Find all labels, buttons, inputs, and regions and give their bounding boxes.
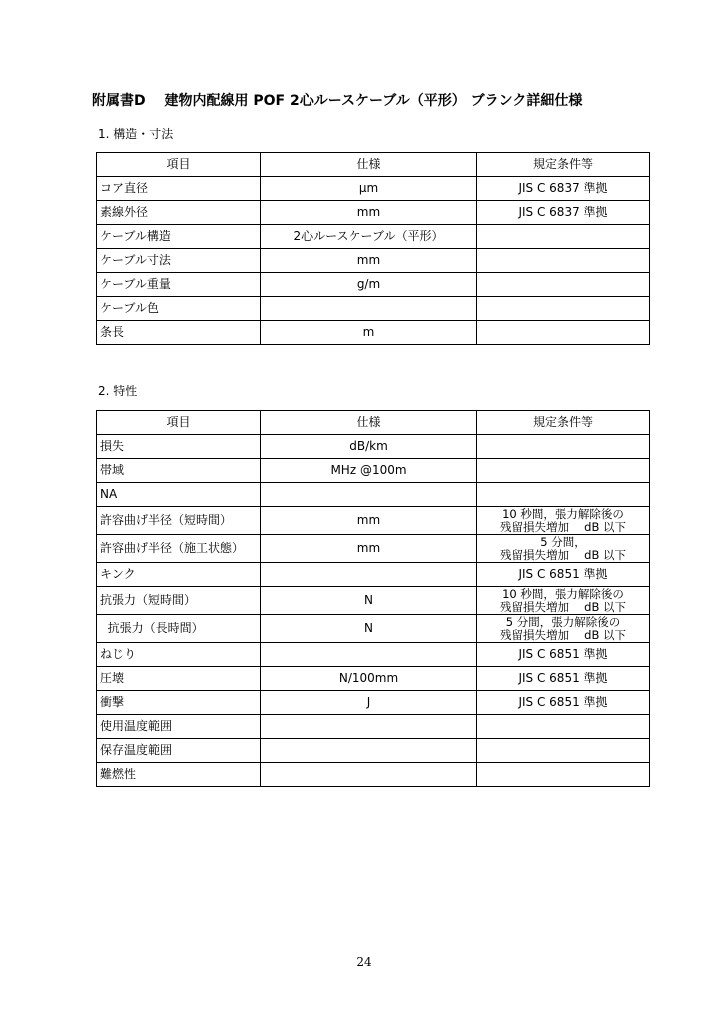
item-cell: NA	[97, 483, 261, 507]
header-spec: 仕様	[261, 411, 477, 435]
table-row	[97, 763, 650, 787]
spec-cell: N	[261, 587, 477, 615]
condition-line-1: 10 秒間，張力解除後の	[502, 587, 624, 602]
table-row	[97, 691, 650, 715]
header-conditions: 規定条件等	[477, 411, 650, 435]
condition-line-1: JIS C 6851 準拠	[518, 671, 608, 686]
item-cell: 許容曲げ半径（施工状態）	[97, 535, 261, 563]
condition-cell	[477, 691, 650, 715]
spec-cell: mm	[261, 249, 477, 273]
condition-cell	[477, 435, 650, 459]
table-row	[97, 321, 650, 345]
spec-cell	[261, 483, 477, 507]
header-conditions: 規定条件等	[477, 153, 650, 177]
condition-cell	[477, 249, 650, 273]
table-row	[97, 535, 650, 563]
item-cell: ケーブル色	[97, 297, 261, 321]
condition-line-1: 10 秒間，張力解除後の	[502, 507, 624, 522]
item-cell: 抗張力（短時間）	[97, 587, 261, 615]
item-cell: 保存温度範囲	[97, 739, 261, 763]
spec-cell	[261, 739, 477, 763]
structure-table	[96, 152, 650, 345]
condition-line-1: 5 分間，張力解除後の	[505, 615, 621, 630]
condition-cell	[477, 739, 650, 763]
spec-cell: J	[261, 691, 477, 715]
table-row	[97, 587, 650, 615]
condition-line-1: JIS C 6851 準拠	[518, 647, 608, 662]
table-row	[97, 507, 650, 535]
table-row	[97, 201, 650, 225]
spec-cell: μm	[261, 177, 477, 201]
spec-cell: dB/km	[261, 435, 477, 459]
section-heading-structure: 1. 構造・寸法	[98, 127, 174, 141]
item-cell: 損失	[97, 435, 261, 459]
characteristics-table	[96, 410, 650, 787]
table-row	[97, 483, 650, 507]
condition-cell	[477, 587, 650, 615]
condition-cell	[477, 459, 650, 483]
spec-cell	[261, 643, 477, 667]
condition-cell	[477, 507, 650, 535]
condition-line-2: 残留損失増加 dB 以下	[500, 627, 626, 642]
spec-cell: N/100mm	[261, 667, 477, 691]
table-row	[97, 459, 650, 483]
table-row	[97, 225, 650, 249]
condition-line-2: 残留損失増加 dB 以下	[500, 599, 626, 614]
page-number: 24	[356, 955, 372, 969]
item-cell: 帯域	[97, 459, 261, 483]
condition-cell	[477, 297, 650, 321]
condition-cell	[477, 483, 650, 507]
spec-cell: mm	[261, 201, 477, 225]
condition-cell	[477, 715, 650, 739]
item-cell: ケーブル重量	[97, 273, 261, 297]
table-row	[97, 297, 650, 321]
item-cell: 難燃性	[97, 763, 261, 787]
condition-cell	[477, 321, 650, 345]
condition-line-2: 残留損失増加 dB 以下	[500, 519, 626, 534]
section-heading-characteristics: 2. 特性	[98, 384, 138, 398]
table-row	[97, 615, 650, 643]
condition-cell: JIS C 6837 準拠	[477, 177, 650, 201]
table-header-row	[97, 411, 650, 435]
spec-cell: g/m	[261, 273, 477, 297]
spec-cell: mm	[261, 507, 477, 535]
condition-cell	[477, 643, 650, 667]
condition-line-2: 残留損失増加 dB 以下	[500, 547, 626, 562]
table-row	[97, 667, 650, 691]
spec-cell	[261, 297, 477, 321]
item-cell: 条長	[97, 321, 261, 345]
table-row	[97, 273, 650, 297]
spec-cell: N	[261, 615, 477, 643]
table-row	[97, 177, 650, 201]
item-cell: コア直径	[97, 177, 261, 201]
condition-cell	[477, 273, 650, 297]
table-row	[97, 563, 650, 587]
condition-cell	[477, 563, 650, 587]
table-row	[97, 435, 650, 459]
header-item: 項目	[97, 153, 261, 177]
spec-cell	[261, 763, 477, 787]
condition-cell	[477, 667, 650, 691]
condition-cell	[477, 615, 650, 643]
table-row	[97, 715, 650, 739]
condition-cell	[477, 225, 650, 249]
item-cell: ケーブル寸法	[97, 249, 261, 273]
header-spec: 仕様	[261, 153, 477, 177]
item-cell: キンク	[97, 563, 261, 587]
header-item: 項目	[97, 411, 261, 435]
item-cell: 圧壊	[97, 667, 261, 691]
table-row	[97, 249, 650, 273]
spec-cell	[261, 563, 477, 587]
condition-line-1: JIS C 6851 準拠	[518, 567, 608, 582]
item-cell: 抗張力（長時間）	[97, 615, 261, 643]
spec-cell: MHz @100m	[261, 459, 477, 483]
item-cell: 素線外径	[97, 201, 261, 225]
condition-line-1: JIS C 6851 準拠	[518, 695, 608, 710]
table-row	[97, 643, 650, 667]
condition-line-1: 5 分間，	[540, 535, 586, 550]
spec-cell: 2心ルースケーブル（平形）	[261, 225, 477, 249]
item-cell: 衝撃	[97, 691, 261, 715]
spec-cell: m	[261, 321, 477, 345]
table-row	[97, 739, 650, 763]
table-header-row	[97, 153, 650, 177]
item-cell: 使用温度範囲	[97, 715, 261, 739]
item-cell: ねじり	[97, 643, 261, 667]
spec-cell	[261, 715, 477, 739]
condition-cell	[477, 535, 650, 563]
item-cell: 許容曲げ半径（短時間）	[97, 507, 261, 535]
condition-cell: JIS C 6837 準拠	[477, 201, 650, 225]
item-cell: ケーブル構造	[97, 225, 261, 249]
document-title: 附属書D 建物内配線用 POF 2心ルースケーブル（平形） ブランク詳細仕様	[92, 93, 583, 109]
spec-cell: mm	[261, 535, 477, 563]
condition-cell	[477, 763, 650, 787]
